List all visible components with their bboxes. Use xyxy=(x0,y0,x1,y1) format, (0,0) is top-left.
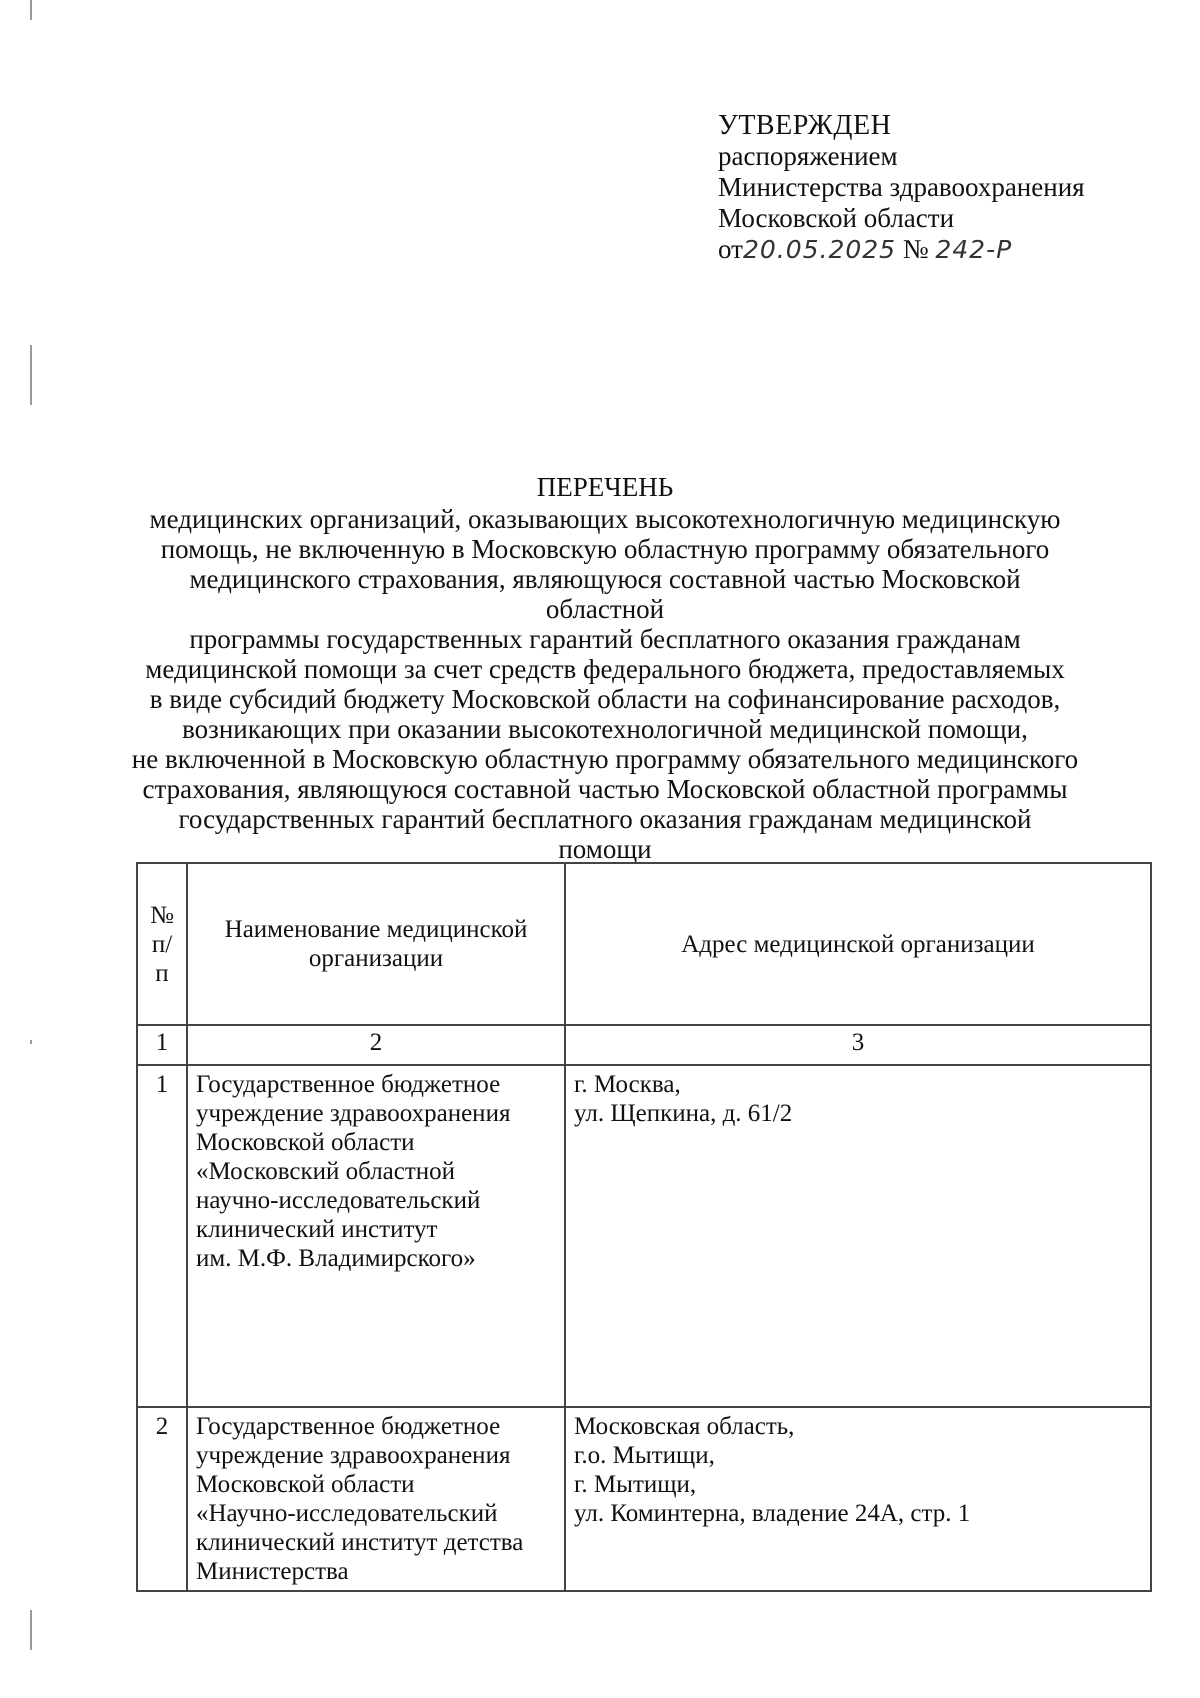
organization-address: Московская область, г.о. Мытищи, г. Мытищи, ул. Коминтерна, владение 24А, стр. 1 xyxy=(565,1407,1151,1591)
approval-line-3: Московской области xyxy=(718,203,955,233)
handwritten-date: 20.05.2025 xyxy=(742,235,897,264)
scan-artifact xyxy=(30,0,32,20)
scan-artifact xyxy=(30,1610,32,1650)
organizations-table-wrapper xyxy=(136,862,1150,1592)
header-num: № п/ п xyxy=(137,863,187,1025)
index-cell: 2 xyxy=(187,1025,565,1065)
document-title xyxy=(130,472,1080,864)
title-body: медицинских организаций, оказывающих высокотехнологичную медицинскую помощь, не включенную в Московскую областную программу обязательного медицинского страхования, являющуюся составной частью Московской областной программы государственных гарантий бесплатного оказания гражданам медицинской помощи за счет средств федерального бюджета, предоставляемых в виде субсидий бюджету Московской области на софинансирование расходов, возникающих при оказании высокотехнологичной медицинской помощи, не включенной в Московскую областную программу обязательного медицинского страхования, являющуюся составной частью Московской областной программы государственных гарантий бесплатного оказания гражданам медицинской помощи xyxy=(131,504,1079,864)
number-prefix: № xyxy=(902,234,929,264)
title-heading: ПЕРЕЧЕНЬ xyxy=(536,472,674,502)
approval-block xyxy=(718,110,1085,265)
row-number: 1 xyxy=(137,1065,187,1407)
index-cell: 3 xyxy=(565,1025,1151,1065)
index-cell: 1 xyxy=(137,1025,187,1065)
date-prefix: от xyxy=(718,234,743,264)
scan-artifact xyxy=(30,1040,32,1044)
approval-date-line xyxy=(718,234,1085,265)
approval-line-1: распоряжением xyxy=(718,141,898,171)
table-row xyxy=(137,1407,1151,1591)
handwritten-number: 242-Р xyxy=(935,235,1013,264)
organization-name: Государственное бюджетное учреждение здравоохранения Московской области «Московский областной научно-исследовательский клинический институт им. М.Ф. Владимирского» xyxy=(187,1065,565,1407)
header-address: Адрес медицинской организации xyxy=(565,863,1151,1025)
table-row xyxy=(137,1065,1151,1407)
scan-artifact xyxy=(30,345,32,405)
row-number: 2 xyxy=(137,1407,187,1591)
table-index-row xyxy=(137,1025,1151,1065)
organizations-table xyxy=(136,862,1152,1592)
table-header-row xyxy=(137,863,1151,1025)
organization-name: Государственное бюджетное учреждение здравоохранения Московской области «Научно-исследовательский клинический институт детства Министерства xyxy=(187,1407,565,1591)
approval-line-2: Министерства здравоохранения xyxy=(718,172,1085,202)
approval-heading: УТВЕРЖДЕН xyxy=(718,110,892,141)
header-name: Наименование медицинской организации xyxy=(187,863,565,1025)
organization-address: г. Москва, ул. Щепкина, д. 61/2 xyxy=(565,1065,1151,1407)
